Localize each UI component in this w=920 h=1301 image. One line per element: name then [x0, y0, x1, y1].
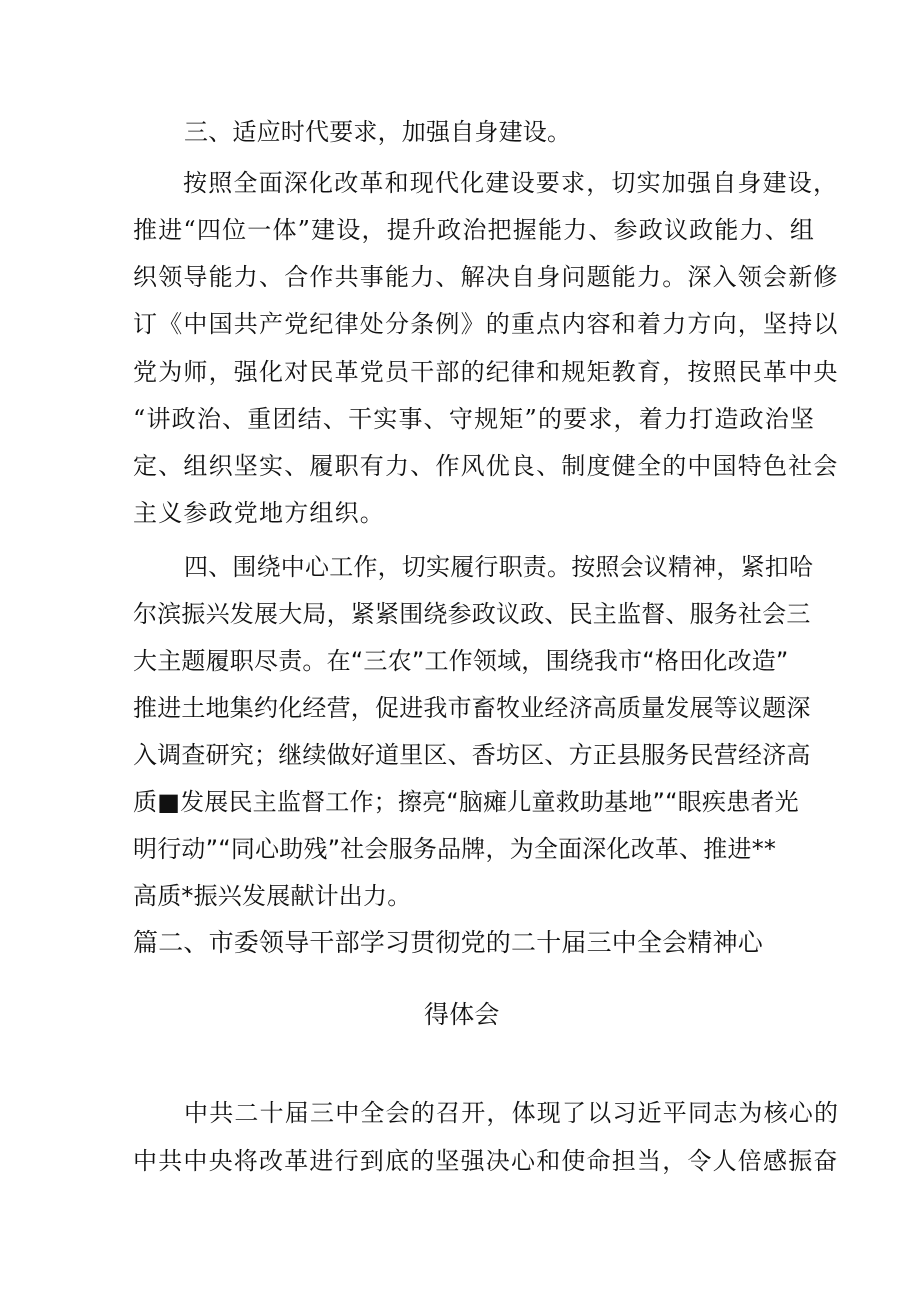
section-3-line-6: “讲政治、重团结、干实事、守规矩”的要求，着力打造政治坚 [133, 405, 816, 433]
section-4-line-3: 大主题履职尽责。在“三农”工作领域，围绕我市“格田化改造” [133, 647, 789, 675]
section-4-line-1: 四、围绕中心工作，切实履行职责。按照会议精神，紧扣哈 [184, 553, 814, 581]
section-4-line-7: 明行动”“同心助残”社会服务品牌，为全面深化改革、推进** [133, 835, 777, 863]
section-3-line-8: 主义参政党地方组织。 [133, 499, 385, 527]
section-3-heading: 三、适应时代要求，加强自身建设。 [184, 118, 572, 146]
article-2-line-1: 中共二十届三中全会的召开，体现了以习近平同志为核心的 [184, 1099, 840, 1127]
section-3-line-1: 按照全面深化改革和现代化建设要求，切实加强自身建设， [183, 169, 839, 197]
article-2-line-2: 中共中央将改革进行到底的坚强决心和使命担当，令人倍感振奋 [133, 1147, 839, 1175]
section-3-line-4: 订《中国共产党纪律处分条例》的重点内容和着力方向，坚持以 [133, 310, 839, 338]
section-4-line-5: 入调查研究；继续做好道里区、香坊区、方正县服务民营经济高 [133, 741, 811, 769]
article-2-title-line-2: 得体会 [424, 1000, 500, 1029]
section-4-line-6: 质■发展民主监督工作；擦亮“脑瘫儿童救助基地”“眼疾患者光 [133, 788, 799, 816]
section-4-line-8: 高质*振兴发展献计出力。 [133, 882, 412, 910]
section-4-line-4: 推进土地集约化经营，促进我市畜牧业经济高质量发展等议题深 [133, 694, 811, 722]
section-4-line-2: 尔滨振兴发展大局，紧紧围绕参政议政、民主监督、服务社会三 [133, 600, 811, 628]
section-3-line-7: 定、组织坚实、履职有力、作风优良、制度健全的中国特色社会 [133, 452, 839, 480]
section-3-line-5: 党为师，强化对民革党员干部的纪律和规矩教育，按照民革中央 [133, 358, 839, 386]
article-2-title-line-1: 篇二、市委领导干部学习贯彻党的二十届三中全会精神心 [133, 928, 764, 957]
section-3-line-3: 织领导能力、合作共事能力、解决自身问题能力。深入领会新修 [133, 263, 839, 291]
section-3-line-2: 推进“四位一体”建设，提升政治把握能力、参政议政能力、组 [133, 216, 816, 244]
